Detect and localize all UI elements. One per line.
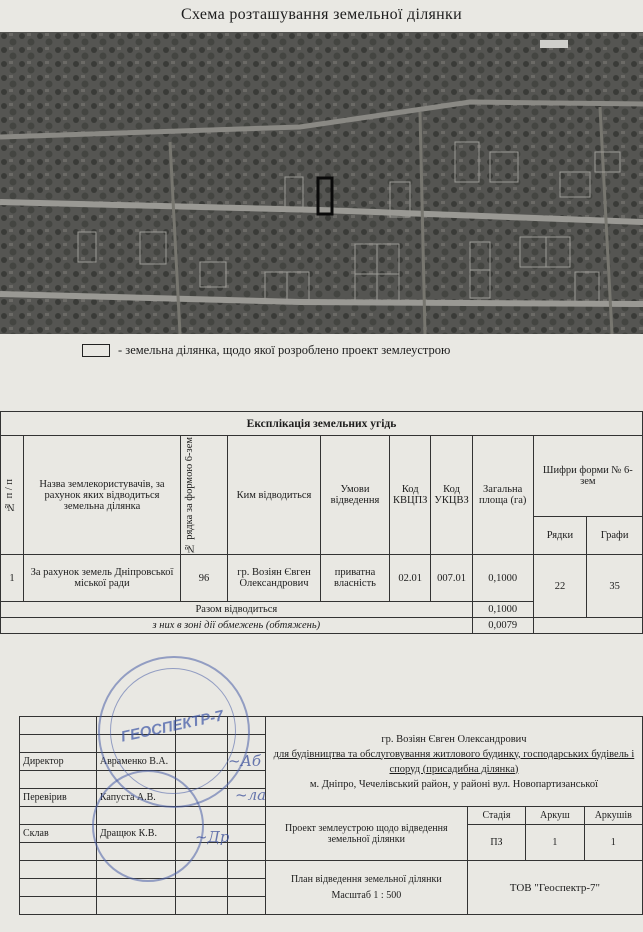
row-num: 1 [1,555,24,602]
restrict-label: з них в зоні дії обмежень (обтяжень) [1,618,473,634]
header-conditions: Умови відведення [321,436,390,555]
row-cols: 35 [587,555,643,618]
row-ukcvz: 007.01 [431,555,472,602]
header-whom: Ким відводиться [228,436,321,555]
role-director: Директор [20,753,97,771]
signature-1: ~Аб [228,752,262,770]
role-made: Склав [20,825,97,843]
signature-2: ~ла [235,786,267,804]
sheets-header: Аркушів [584,807,642,825]
header-cols: Графи [587,516,643,554]
plot-outline-icon [82,344,110,357]
role-checked: Перевірив [20,789,97,807]
row-name: За рахунок земель Дніпровської міської ради [24,555,181,602]
name-made: Дращюк К.В. [96,825,175,843]
plan-info [265,861,467,915]
owner-info [265,717,642,807]
total-value: 0,1000 [472,602,533,618]
location: м. Дніпро, Чечелівський район, у районі вул. Новопартизанської [309,778,598,790]
name-director: Авраменко В.А. [96,753,175,771]
second-seal [92,770,204,882]
row-row-no: 96 [181,555,228,602]
row-kvcpz: 02.01 [390,555,431,602]
row-rows: 22 [533,555,587,618]
page-title: Схема розташування земельної ділянки [181,6,462,23]
explication-table [0,411,643,634]
row-area: 0,1000 [472,555,533,602]
restrict-value: 0,0079 [472,618,533,634]
project-name: Проект землеустрою щодо відведення земельної ділянки [265,807,467,861]
header-rows: Рядки [533,516,587,554]
header-area: Загальна площа (га) [472,436,533,555]
scale: Масштаб 1 : 500 [331,889,402,901]
stage-value: ПЗ [467,825,525,861]
legend [82,343,450,358]
signature-3: ~Др [195,828,230,846]
plan-name: План відведення земельної ділянки [290,873,442,885]
stage-header: Стадія [467,807,525,825]
row-whom: гр. Возіян Євген Олександрович [228,555,321,602]
header-name: Назва землекористувачів, за рахунок яких відводиться земельна ділянка [24,436,181,555]
header-kvcpz: Код КВЦПЗ [390,436,431,555]
owner-name: гр. Возіян Євген Олександрович [381,733,527,745]
name-checked: Капуста А.В. [96,789,175,807]
seal-text: ГЕОСПЕКТР-7 [119,707,226,746]
legend-text: - земельна ділянка, щодо якої розроблено проект землеустрою [118,343,451,357]
satellite-map [0,32,643,334]
sheets-value: 1 [584,825,642,861]
header-ukcvz: Код УКЦВЗ [431,436,472,555]
explication-caption: Експлікація земельних угідь [1,412,643,436]
company: ТОВ "Геоспектр-7" [467,861,642,915]
sheet-value: 1 [526,825,584,861]
header-num: № п / п [4,478,15,512]
sheet-header: Аркуш [526,807,584,825]
header-codes: Шифри форми № 6-зем [533,436,642,517]
total-label: Разом відводиться [1,602,473,618]
header-row-no: № рядка за формою 6-зем [184,437,195,554]
row-conditions: приватна власність [321,555,390,602]
purpose: для будівництва та обслуговування житлового будинку, господарських будівель і споруд (присадибна ділянка) [273,748,635,775]
